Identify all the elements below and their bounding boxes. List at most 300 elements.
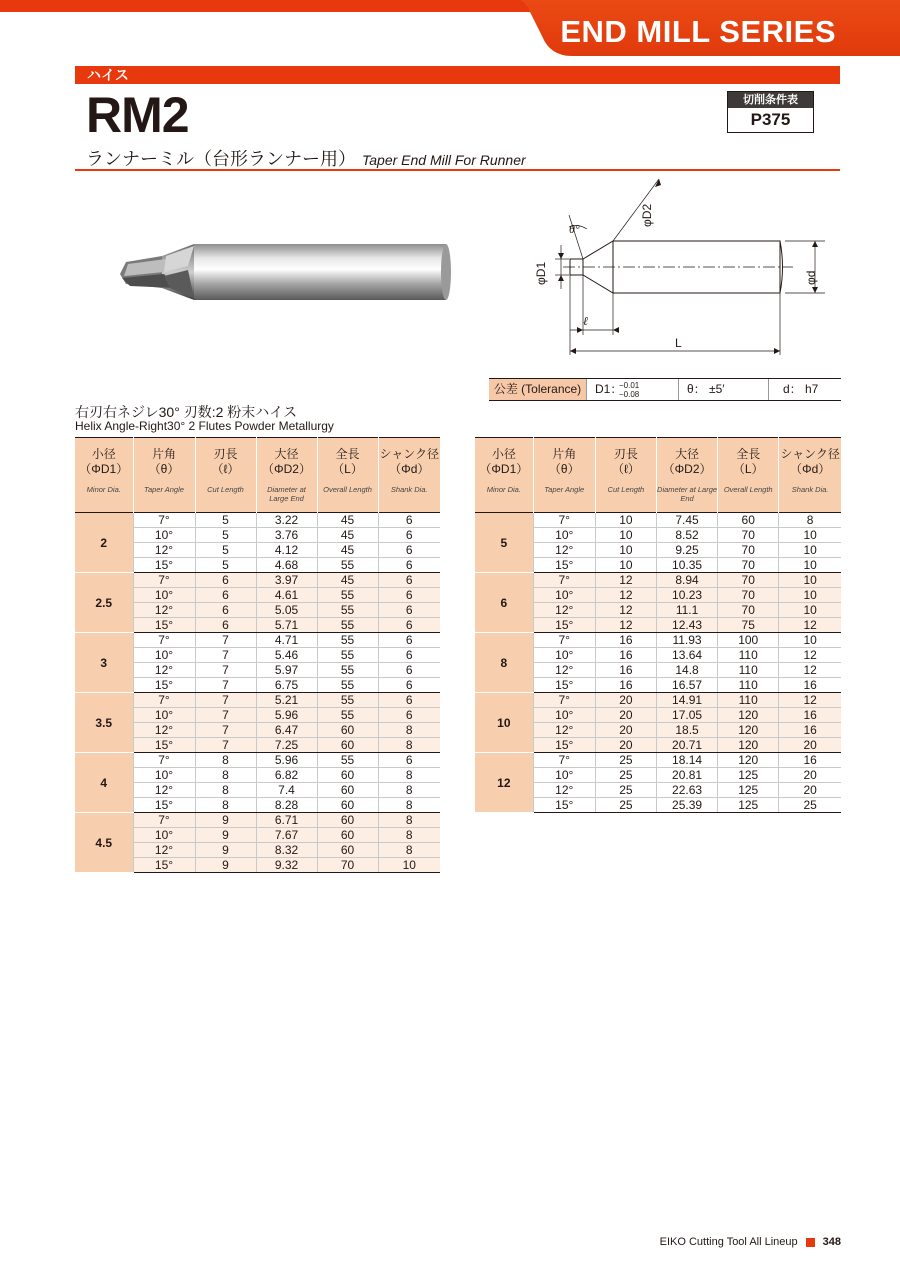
table-cell: 6 — [195, 618, 256, 633]
table-cell: 10 — [378, 858, 440, 873]
table-cell: 70 — [317, 858, 378, 873]
table-cell: 15° — [133, 678, 195, 693]
table-row — [75, 753, 440, 768]
column-header — [475, 438, 533, 513]
table-cell: 10 — [779, 588, 841, 603]
table-cell: 15° — [533, 618, 595, 633]
table-cell: 16 — [779, 678, 841, 693]
minor-dia-cell: 2.5 — [75, 573, 133, 633]
column-header-sym: （Φd） — [790, 462, 831, 476]
table-cell: 6.82 — [256, 768, 317, 783]
column-header-en: Cut Length — [207, 485, 244, 494]
table-cell: 60 — [317, 813, 378, 828]
table-cell: 5.97 — [256, 663, 317, 678]
table-cell: 10° — [533, 588, 595, 603]
table-cell: 5 — [195, 543, 256, 558]
table-cell: 6 — [378, 678, 440, 693]
table-cell: 10° — [133, 528, 195, 543]
table-cell: 6 — [378, 543, 440, 558]
table-cell: 7.4 — [256, 783, 317, 798]
column-header-en: Shank Dia. — [390, 485, 428, 494]
table-cell: 5 — [195, 513, 256, 528]
column-header-sym: （ΦD1） — [79, 462, 129, 476]
table-cell: 60 — [317, 843, 378, 858]
footer-square-icon — [806, 1238, 815, 1247]
table-cell: 8 — [195, 768, 256, 783]
column-header-jp: 大径 — [675, 447, 700, 461]
subtitle-jp: ランナーミル（台形ランナー用） — [86, 149, 356, 169]
table-cell: 70 — [718, 528, 779, 543]
category-label: ハイス — [87, 67, 129, 83]
column-header-en: Diameter at Large End — [657, 485, 718, 503]
column-header — [378, 438, 440, 513]
table-cell: 45 — [317, 528, 378, 543]
minor-dia-cell: 5 — [475, 513, 533, 573]
table-cell: 12° — [533, 723, 595, 738]
table-cell: 6 — [378, 693, 440, 708]
table-cell: 10° — [533, 528, 595, 543]
minor-dia-cell: 10 — [475, 693, 533, 753]
column-header-en: Taper Angle — [144, 485, 184, 494]
table-cell: 125 — [718, 798, 779, 813]
table-cell: 7 — [195, 693, 256, 708]
table-cell: 16.57 — [656, 678, 717, 693]
table-cell: 11.93 — [656, 633, 717, 648]
minor-dia-cell: 3 — [75, 633, 133, 693]
table-cell: 12 — [779, 648, 841, 663]
table-cell: 8 — [378, 828, 440, 843]
table-row — [475, 753, 841, 768]
table-cell: 55 — [317, 603, 378, 618]
table-cell: 55 — [317, 678, 378, 693]
table-cell: 70 — [718, 603, 779, 618]
table-cell: 12° — [533, 783, 595, 798]
table-cell: 17.05 — [656, 708, 717, 723]
table-cell: 9 — [195, 813, 256, 828]
tolerance-row — [489, 378, 841, 401]
table-cell: 10° — [533, 708, 595, 723]
table-cell: 5.05 — [256, 603, 317, 618]
table-cell: 4.68 — [256, 558, 317, 573]
table-cell: 6 — [378, 708, 440, 723]
table-cell: 6 — [378, 558, 440, 573]
table-cell: 10° — [533, 648, 595, 663]
table-cell: 7° — [533, 753, 595, 768]
column-header-en: Minor Dia. — [486, 485, 521, 494]
table-cell: 8 — [378, 843, 440, 858]
subtitle-en: Taper End Mill For Runner — [362, 152, 526, 168]
table-cell: 8 — [378, 813, 440, 828]
table-cell: 6 — [195, 603, 256, 618]
page-number: 348 — [822, 1236, 841, 1248]
column-header-jp: 小径 — [91, 447, 116, 461]
table-cell: 7 — [195, 678, 256, 693]
column-header-sym: （ΦD2） — [262, 462, 311, 476]
table-row — [475, 513, 841, 528]
table-cell: 10 — [595, 528, 656, 543]
table-cell: 7.25 — [256, 738, 317, 753]
footer — [660, 1236, 841, 1248]
L-label: L — [675, 336, 682, 350]
tolerance-d1-lower: −0.08 — [619, 390, 640, 399]
table-cell: 60 — [317, 783, 378, 798]
table-cell: 9 — [195, 858, 256, 873]
table-cell: 45 — [317, 543, 378, 558]
table-cell: 8 — [779, 513, 841, 528]
table-cell: 15° — [133, 618, 195, 633]
minor-dia-cell: 3.5 — [75, 693, 133, 753]
table-cell: 20 — [595, 738, 656, 753]
table-cell: 12° — [133, 723, 195, 738]
table-cell: 5.96 — [256, 708, 317, 723]
theta-label: θ° — [569, 222, 580, 236]
table-cell: 70 — [718, 573, 779, 588]
column-header-jp: 片角 — [552, 447, 577, 461]
table-cell: 7° — [533, 693, 595, 708]
table-cell: 10° — [133, 768, 195, 783]
table-cell: 5.21 — [256, 693, 317, 708]
table-cell: 20.71 — [656, 738, 717, 753]
table-cell: 22.63 — [656, 783, 717, 798]
table-cell: 20 — [595, 723, 656, 738]
series-tab — [520, 0, 900, 56]
l-label: ℓ — [583, 314, 588, 328]
table-cell: 5.96 — [256, 753, 317, 768]
spec-jp: 右刃右ネジレ30° 刃数:2 粉末ハイス — [75, 404, 298, 420]
table-cell: 12° — [133, 843, 195, 858]
table-cell: 8 — [378, 783, 440, 798]
table-cell: 20 — [595, 693, 656, 708]
column-header — [133, 438, 195, 513]
table-cell: 15° — [133, 858, 195, 873]
table-cell: 4.12 — [256, 543, 317, 558]
table-cell: 6 — [195, 588, 256, 603]
table-cell: 16 — [779, 723, 841, 738]
product-subtitle — [86, 145, 526, 171]
column-header-jp: シャンク径 — [780, 447, 840, 461]
table-cell: 6 — [378, 588, 440, 603]
table-cell: 12° — [133, 663, 195, 678]
table-cell: 8 — [378, 723, 440, 738]
table-cell: 15° — [533, 798, 595, 813]
column-header — [718, 438, 779, 513]
column-header-sym: （ℓ） — [211, 462, 240, 476]
tolerance-d: d： h7 — [768, 379, 841, 400]
table-cell: 5 — [195, 558, 256, 573]
table-cell: 25 — [595, 783, 656, 798]
column-header-en: Shank Dia. — [791, 485, 829, 494]
table-cell: 12° — [533, 663, 595, 678]
table-cell: 10° — [133, 588, 195, 603]
column-header — [656, 438, 717, 513]
table-cell: 7° — [533, 573, 595, 588]
column-header-sym: （ℓ） — [611, 462, 640, 476]
table-cell: 9.25 — [656, 543, 717, 558]
table-cell: 6 — [378, 633, 440, 648]
column-header-sym: （L） — [732, 462, 764, 476]
table-cell: 55 — [317, 708, 378, 723]
table-cell: 100 — [718, 633, 779, 648]
table-cell: 15° — [133, 558, 195, 573]
table-cell: 125 — [718, 768, 779, 783]
column-header-sym: （ΦD2） — [662, 462, 712, 476]
table-cell: 6 — [378, 648, 440, 663]
table-row — [475, 573, 841, 588]
column-header-jp: 片角 — [151, 447, 176, 461]
table-cell: 8.52 — [656, 528, 717, 543]
table-cell: 10.23 — [656, 588, 717, 603]
tolerance-d1-upper: −0.01 — [619, 381, 640, 390]
table-cell: 9.32 — [256, 858, 317, 873]
table-cell: 6 — [378, 663, 440, 678]
table-cell: 10 — [595, 513, 656, 528]
table-cell: 25 — [595, 753, 656, 768]
table-row — [75, 693, 440, 708]
column-header — [779, 438, 841, 513]
series-title: END MILL SERIES — [560, 14, 836, 49]
table-cell: 25 — [595, 798, 656, 813]
table-cell: 60 — [317, 768, 378, 783]
column-header-en: Cut Length — [607, 485, 645, 494]
table-cell: 20 — [779, 738, 841, 753]
table-cell: 55 — [317, 558, 378, 573]
table-cell: 12° — [533, 543, 595, 558]
table-cell: 10 — [779, 603, 841, 618]
table-cell: 6 — [378, 513, 440, 528]
table-cell: 6.75 — [256, 678, 317, 693]
table-cell: 6.47 — [256, 723, 317, 738]
table-cell: 120 — [718, 708, 779, 723]
table-cell: 6 — [378, 528, 440, 543]
column-header-sym: （ΦD1） — [479, 462, 529, 476]
table-cell: 9 — [195, 843, 256, 858]
column-header-jp: 小径 — [491, 447, 516, 461]
minor-dia-cell: 12 — [475, 753, 533, 813]
table-cell: 15° — [133, 798, 195, 813]
table-cell: 6 — [378, 603, 440, 618]
table-cell: 20 — [779, 768, 841, 783]
table-cell: 120 — [718, 723, 779, 738]
product-photo — [104, 230, 454, 310]
table-cell: 10 — [779, 573, 841, 588]
table-cell: 7 — [195, 633, 256, 648]
table-row — [475, 693, 841, 708]
table-cell: 6 — [378, 753, 440, 768]
table-cell: 8 — [378, 798, 440, 813]
tolerance-label: 公差 (Tolerance) — [489, 379, 586, 400]
table-cell: 6.71 — [256, 813, 317, 828]
table-row — [475, 633, 841, 648]
table-cell: 12 — [595, 573, 656, 588]
table-cell: 55 — [317, 633, 378, 648]
tolerance-theta: θ： ±5′ — [678, 379, 768, 400]
table-cell: 55 — [317, 588, 378, 603]
table-cell: 60 — [317, 723, 378, 738]
minor-dia-cell: 4 — [75, 753, 133, 813]
column-header-en: Overall Length — [723, 485, 773, 494]
table-cell: 3.22 — [256, 513, 317, 528]
model-name: RM2 — [86, 87, 189, 143]
column-header-sym: （θ） — [548, 462, 580, 476]
table-cell: 60 — [317, 828, 378, 843]
table-cell: 8 — [195, 753, 256, 768]
column-header-en: Minor Dia. — [86, 485, 121, 494]
table-cell: 8 — [195, 798, 256, 813]
table-cell: 7° — [133, 813, 195, 828]
table-cell: 18.14 — [656, 753, 717, 768]
table-cell: 110 — [718, 678, 779, 693]
column-header-sym: （L） — [332, 462, 363, 476]
table-cell: 12° — [133, 543, 195, 558]
d1-label: φD1 — [534, 261, 548, 285]
cutting-condition-ref[interactable] — [727, 91, 814, 133]
table-cell: 10 — [779, 558, 841, 573]
table-cell: 20.81 — [656, 768, 717, 783]
table-cell: 60 — [317, 738, 378, 753]
table-cell: 13.64 — [656, 648, 717, 663]
table-cell: 55 — [317, 663, 378, 678]
tolerance-d1 — [586, 379, 678, 400]
table-cell: 10 — [779, 543, 841, 558]
cutting-condition-page: P375 — [750, 110, 791, 129]
table-cell: 7 — [195, 738, 256, 753]
table-cell: 55 — [317, 618, 378, 633]
table-cell: 25 — [779, 798, 841, 813]
column-header-en: Diameter at Large End — [267, 485, 306, 503]
footer-text: EIKO Cutting Tool All Lineup — [659, 1236, 798, 1248]
table-cell: 45 — [317, 513, 378, 528]
table-cell: 10 — [595, 558, 656, 573]
d-label: φd — [804, 270, 818, 285]
table-cell: 14.8 — [656, 663, 717, 678]
table-cell: 12° — [133, 783, 195, 798]
table-cell: 12° — [133, 603, 195, 618]
column-header — [533, 438, 595, 513]
column-header-jp: 刃長 — [213, 447, 238, 461]
column-header-jp: 大径 — [274, 447, 299, 461]
table-cell: 4.71 — [256, 633, 317, 648]
table-cell: 110 — [718, 693, 779, 708]
table-cell: 18.5 — [656, 723, 717, 738]
table-cell: 16 — [779, 753, 841, 768]
table-cell: 8 — [378, 738, 440, 753]
minor-dia-cell: 8 — [475, 633, 533, 693]
table-cell: 15° — [533, 558, 595, 573]
table-cell: 10.35 — [656, 558, 717, 573]
table-cell: 70 — [718, 558, 779, 573]
table-cell: 7° — [133, 633, 195, 648]
category-bar — [75, 66, 840, 84]
column-header-sym: （θ） — [148, 462, 180, 476]
table-cell: 5.71 — [256, 618, 317, 633]
table-cell: 8 — [378, 768, 440, 783]
minor-dia-cell: 4.5 — [75, 813, 133, 873]
table-cell: 10 — [779, 528, 841, 543]
table-cell: 12.43 — [656, 618, 717, 633]
table-cell: 12 — [779, 618, 841, 633]
table-cell: 10° — [533, 768, 595, 783]
minor-dia-cell: 6 — [475, 573, 533, 633]
table-cell: 15° — [133, 738, 195, 753]
table-cell: 5 — [195, 528, 256, 543]
table-cell: 3.76 — [256, 528, 317, 543]
table-cell: 7 — [195, 708, 256, 723]
table-cell: 75 — [718, 618, 779, 633]
spec-en: Helix Angle-Right30° 2 Flutes Powder Metallurgy — [75, 419, 334, 433]
table-cell: 3.97 — [256, 573, 317, 588]
dimension-table-left — [75, 437, 440, 873]
table-cell: 10 — [595, 543, 656, 558]
table-cell: 70 — [718, 543, 779, 558]
table-cell: 110 — [718, 663, 779, 678]
table-cell: 14.91 — [656, 693, 717, 708]
table-cell: 15° — [533, 738, 595, 753]
tolerance-d1-fraction — [619, 381, 639, 399]
column-header — [256, 438, 317, 513]
column-header-jp: 全長 — [335, 447, 360, 461]
table-cell: 7 — [195, 663, 256, 678]
column-header — [195, 438, 256, 513]
table-cell: 8.94 — [656, 573, 717, 588]
table-cell: 120 — [718, 753, 779, 768]
table-cell: 25 — [595, 768, 656, 783]
table-cell: 16 — [595, 648, 656, 663]
table-cell: 20 — [779, 783, 841, 798]
column-header-jp: シャンク径 — [379, 447, 440, 461]
table-cell: 7.67 — [256, 828, 317, 843]
column-header-en: Taper Angle — [544, 485, 585, 494]
table-cell: 12 — [595, 588, 656, 603]
table-row — [75, 513, 440, 528]
table-cell: 4.61 — [256, 588, 317, 603]
table-cell: 55 — [317, 693, 378, 708]
table-cell: 9 — [195, 828, 256, 843]
table-cell: 12 — [595, 603, 656, 618]
table-cell: 6 — [378, 618, 440, 633]
column-header-jp: 全長 — [736, 447, 761, 461]
subtitle-rule — [75, 169, 840, 171]
technical-drawing — [525, 175, 825, 365]
table-cell: 16 — [779, 708, 841, 723]
table-cell: 20 — [595, 708, 656, 723]
table-cell: 7° — [133, 573, 195, 588]
table-cell: 8.28 — [256, 798, 317, 813]
table-cell: 15° — [533, 678, 595, 693]
table-cell: 12 — [595, 618, 656, 633]
column-header-en: Overall Length — [323, 485, 372, 494]
table-cell: 7° — [133, 753, 195, 768]
table-cell: 7° — [533, 633, 595, 648]
column-header — [595, 438, 656, 513]
table-cell: 10° — [133, 828, 195, 843]
table-cell: 6 — [195, 573, 256, 588]
table-cell: 6 — [378, 573, 440, 588]
table-cell: 8.32 — [256, 843, 317, 858]
table-cell: 7° — [133, 513, 195, 528]
column-header — [75, 438, 133, 513]
table-cell: 5.46 — [256, 648, 317, 663]
table-cell: 70 — [718, 588, 779, 603]
table-cell: 10° — [133, 648, 195, 663]
table-cell: 120 — [718, 738, 779, 753]
table-cell: 8 — [195, 783, 256, 798]
column-header-sym: （Φd） — [389, 462, 430, 476]
table-row — [75, 573, 440, 588]
table-row — [75, 813, 440, 828]
table-cell: 25.39 — [656, 798, 717, 813]
table-cell: 16 — [595, 633, 656, 648]
table-cell: 7 — [195, 723, 256, 738]
